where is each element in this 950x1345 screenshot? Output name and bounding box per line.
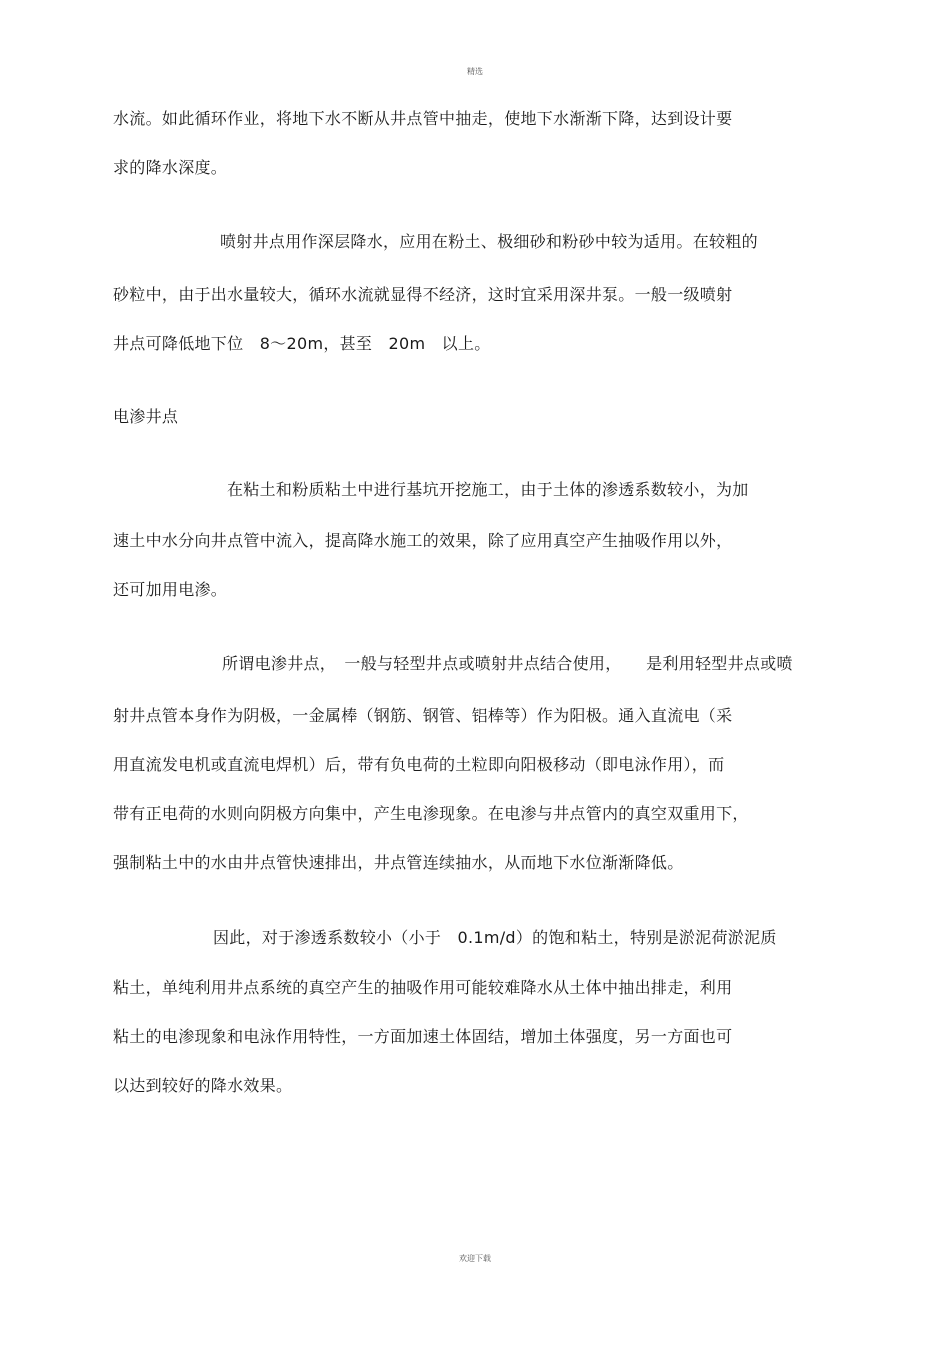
p5-line-4: 以达到较好的降水效果。 [113,1076,293,1095]
p4-line-3: 用直流发电机或直流电焊机）后，带有负电荷的土粒即向阳极移动（即电泳作用），而 [113,755,725,774]
p2-line-2: 砂粒中，由于出水量较大，循环水流就显得不经济，这时宜采用深井泵。一般一级喷射 [113,285,733,304]
page-footer: 欢迎下载 [459,1254,491,1263]
p3-line-3: 还可加用电渗。 [113,580,228,599]
p3-line-1: 在粘土和粉质粘土中进行基坑开挖施工，由于土体的渗透系数较小，为加 [227,480,749,499]
p5-line-3: 粘土的电渗现象和电泳作用特性，一方面加速土体固结，增加土体强度，另一方面也可 [113,1027,733,1046]
p5-line-2: 粘土，单纯利用井点系统的真空产生的抽吸作用可能较难降水从土体中抽出排走，利用 [113,978,733,997]
p2-line-3: 井点可降低地下位 8～20m，甚至 20m 以上。 [113,334,491,353]
p2-line-1: 喷射井点用作深层降水，应用在粉土、极细砂和粉砂中较为适用。在较粗的 [220,232,758,251]
page-header: 精选 [467,67,483,76]
p4-line-4: 带有正电荷的水则向阴极方向集中，产生电渗现象。在电渗与井点管内的真空双重用下， [113,804,749,823]
p1-line-1: 水流。如此循环作业，将地下水不断从井点管中抽走，使地下水渐渐下降，达到设计要 [113,109,733,128]
p1-line-2: 求的降水深度。 [113,158,228,177]
p4-line-2: 射井点管本身作为阴极，一金属棒（钢筋、钢管、铝棒等）作为阳极。通入直流电（采 [113,706,733,725]
p3-line-2: 速土中水分向井点管中流入，提高降水施工的效果，除了应用真空产生抽吸作用以外， [113,531,733,550]
section-heading: 电渗井点 [113,407,179,426]
p5-line-1: 因此，对于渗透系数较小（小于 0.1m/d）的饱和粘土，特别是淤泥荷淤泥质 [213,928,777,947]
p4-line-1: 所谓电渗井点， 一般与轻型井点或喷射井点结合使用， 是利用轻型井点或喷 [222,654,793,673]
p4-line-5: 强制粘土中的水由井点管快速排出，井点管连续抽水，从而地下水位渐渐降低。 [113,853,684,872]
